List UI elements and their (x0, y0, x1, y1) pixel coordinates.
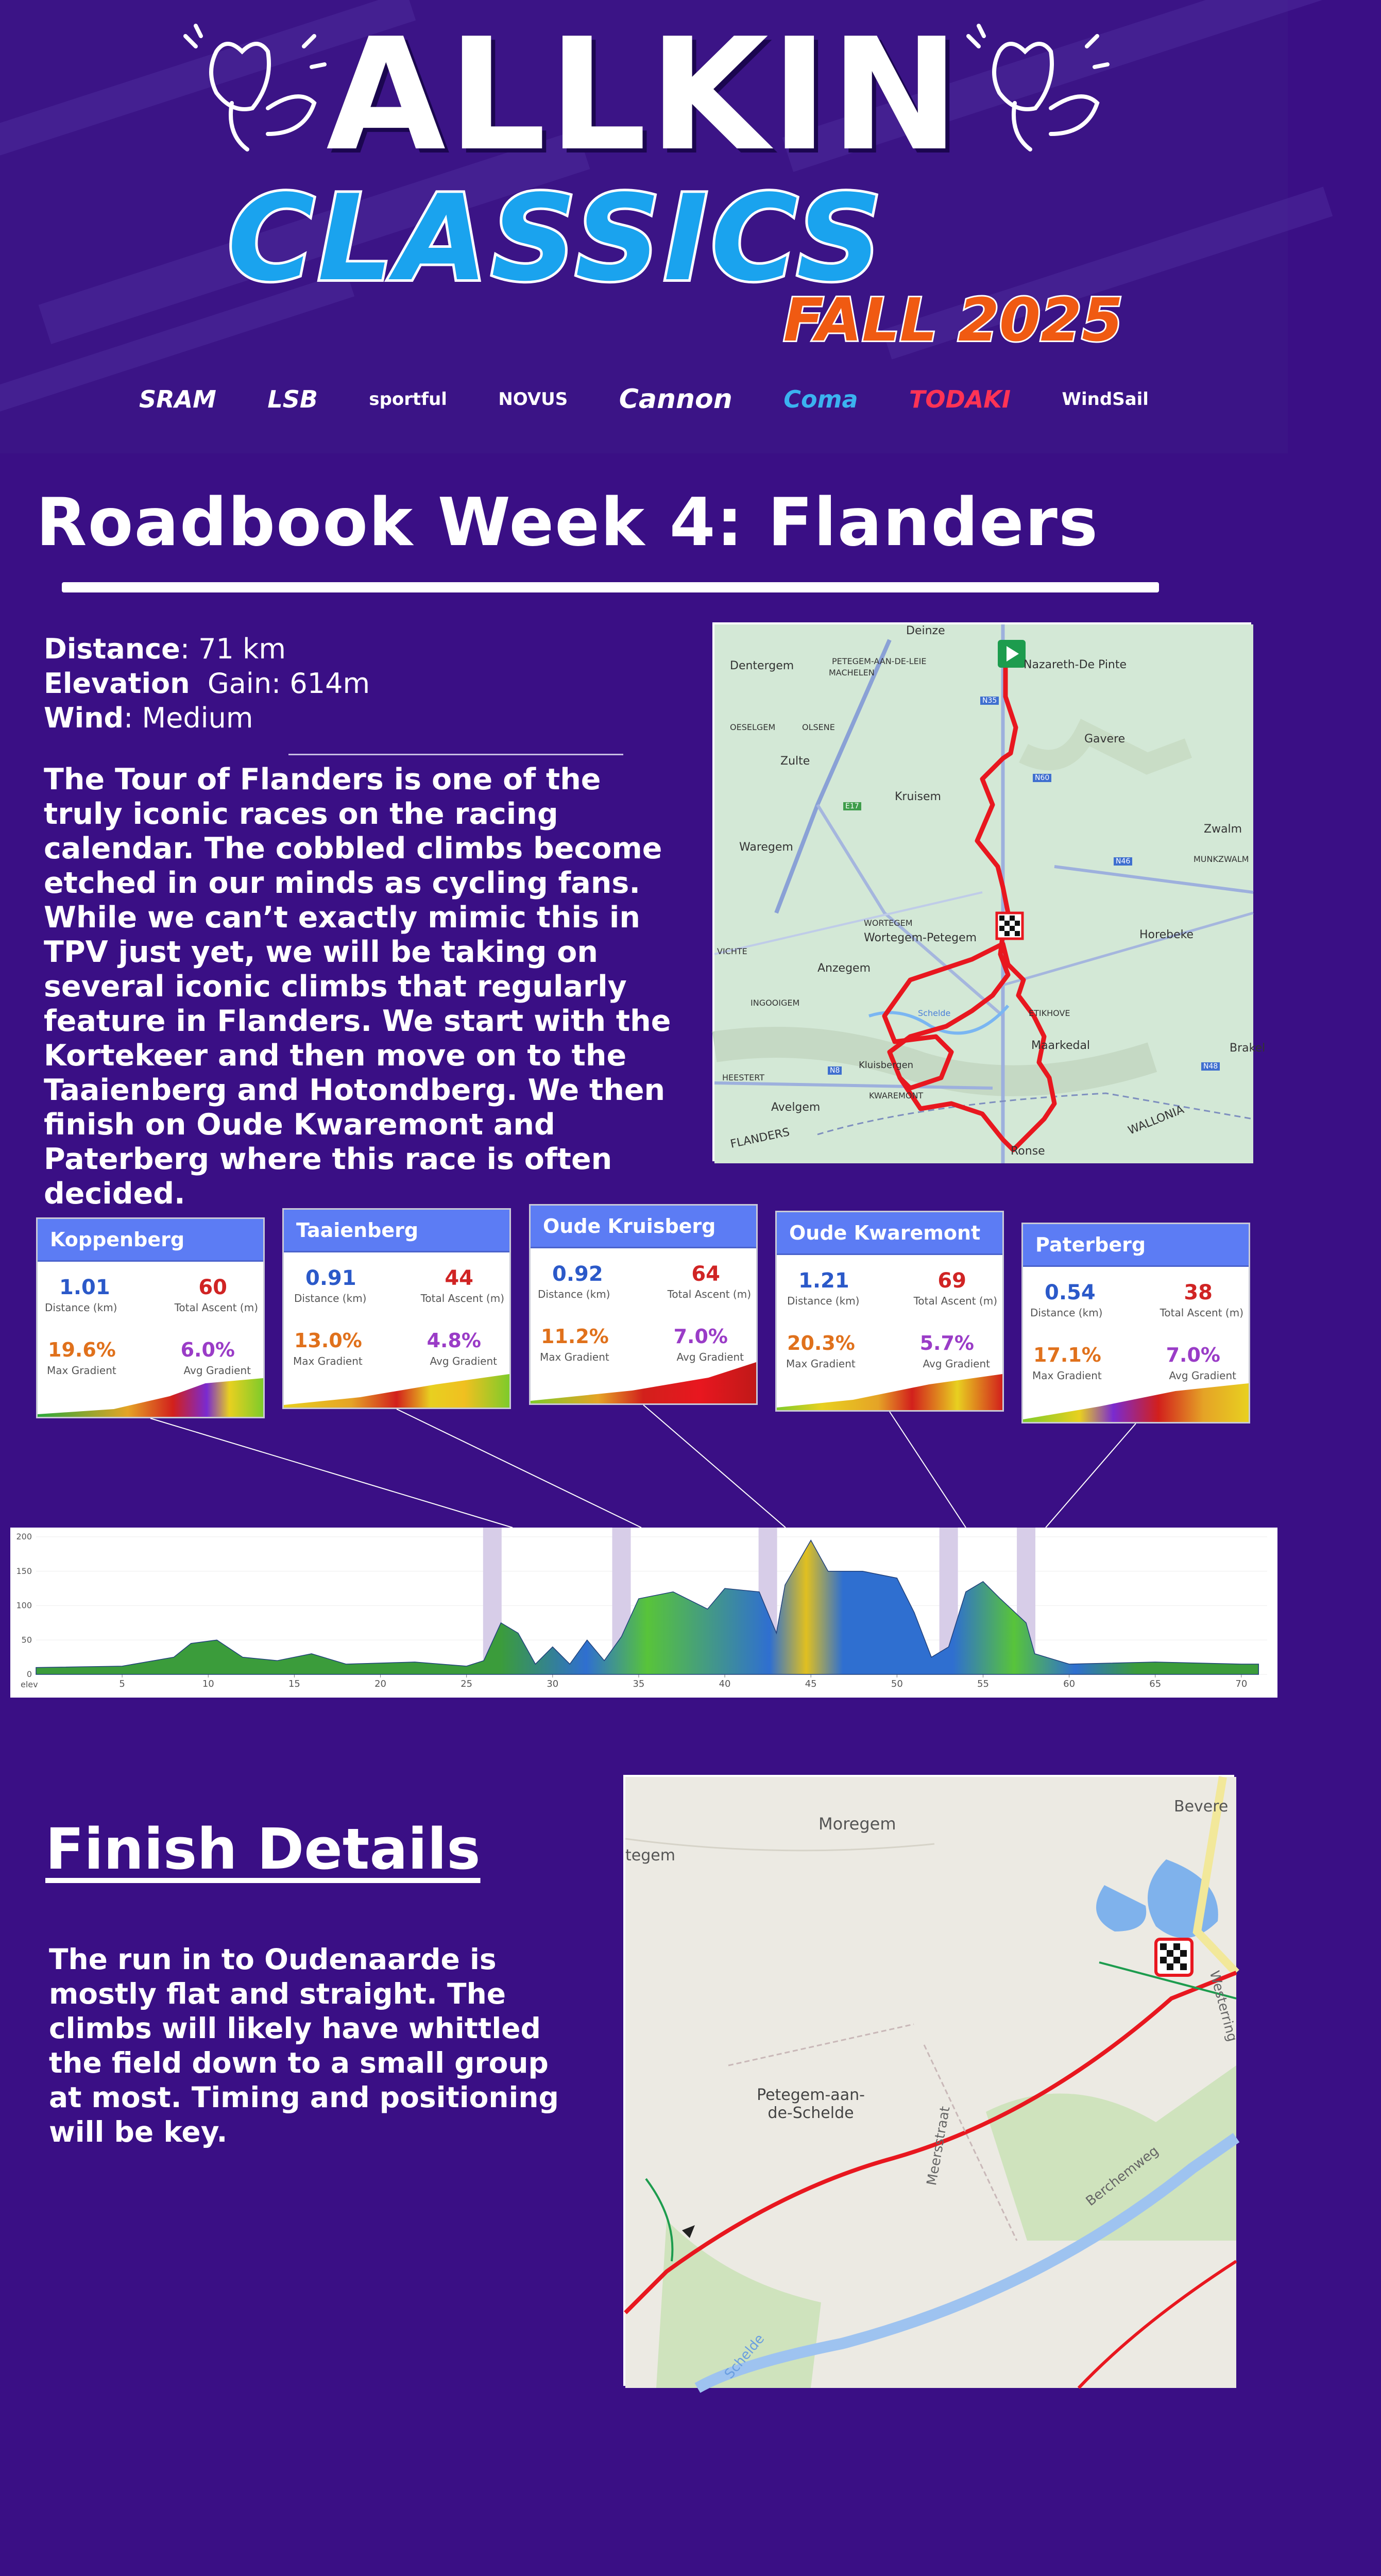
max-caption: Max Gradient (293, 1355, 363, 1367)
map-label: Deinze (906, 624, 945, 637)
max-caption: Max Gradient (786, 1358, 856, 1370)
elevation-profile (10, 1528, 1277, 1698)
x-tick-label: 55 (977, 1679, 989, 1689)
distance-caption: Distance (km) (294, 1292, 367, 1304)
map-label: KWAREMONT (869, 1091, 924, 1100)
wind-value: : Medium (124, 702, 253, 734)
map-label: OESELGEM (730, 722, 776, 732)
sponsor-logo: TODAKI (909, 385, 1011, 413)
sponsor-logo: Coma (783, 385, 858, 413)
elevation-label: Elevation (44, 667, 190, 700)
x-tick-label: 20 (374, 1679, 386, 1689)
distance-label: Distance (44, 633, 180, 665)
brand-title: ALLKIN (326, 5, 962, 185)
elevation-value: Gain: 614m (207, 667, 370, 700)
map-label: Maarkedal (1031, 1039, 1090, 1052)
page-title: Roadbook Week 4: Flanders (36, 484, 1099, 561)
x-tick-label: 45 (805, 1679, 817, 1689)
map-label: Brakel (1230, 1042, 1266, 1055)
distance-caption: Distance (km) (1030, 1307, 1103, 1319)
sponsor-logo: WindSail (1062, 389, 1149, 410)
y-tick-label: 150 (16, 1566, 32, 1576)
map-label: Ronse (1011, 1145, 1045, 1158)
road-shield: N48 (1201, 1062, 1220, 1071)
climb-max-gradient: 13.0% (294, 1329, 362, 1352)
y-tick-label: 200 (16, 1532, 32, 1541)
profile-unit-label: elev (21, 1680, 38, 1689)
wind-label: Wind (44, 702, 124, 734)
map-label: Kruisem (895, 790, 941, 803)
map-label: Kluisbergen (859, 1060, 914, 1071)
x-tick-label: 50 (891, 1679, 903, 1689)
distance-caption: Distance (km) (787, 1295, 860, 1307)
climb-ascent: 44 (445, 1266, 473, 1290)
x-tick-label: 35 (633, 1679, 645, 1689)
map-label: WALLONIA (1126, 1103, 1186, 1138)
map-label: MACHELEN (829, 668, 875, 677)
road-shield: N35 (980, 697, 999, 705)
map-label: Schelde (721, 2331, 768, 2382)
road-shield: N60 (1033, 774, 1051, 782)
sponsor-logo: Cannon (619, 384, 732, 415)
climb-distance: 0.92 (552, 1262, 603, 1286)
climb-ascent: 64 (691, 1262, 720, 1286)
finish-title: Finish Details (45, 1816, 481, 1882)
map-label: tegem (625, 1846, 675, 1865)
x-tick-label: 15 (288, 1679, 300, 1689)
map-label: ETIKHOVE (1029, 1008, 1070, 1018)
map-label: MUNKZWALM (1194, 854, 1249, 864)
climb-ascent: 60 (198, 1276, 227, 1299)
finish-map[interactable] (623, 1775, 1240, 2386)
climb-ascent: 69 (937, 1269, 966, 1293)
profile-area-shape (36, 1540, 1258, 1674)
ascent-caption: Total Ascent (m) (1160, 1307, 1243, 1319)
series-title: CLASSICS (227, 170, 885, 308)
climb-name: Oude Kwaremont (789, 1222, 981, 1244)
y-tick-label: 100 (16, 1600, 32, 1611)
map-label: OLSENE (802, 722, 835, 732)
ascent-caption: Total Ascent (m) (174, 1301, 258, 1314)
avg-caption: Avg Gradient (923, 1358, 990, 1370)
map-label: Zwalm (1204, 823, 1242, 836)
map-label: VICHTE (717, 946, 747, 956)
climb-name: Taaienberg (296, 1219, 419, 1242)
max-caption: Max Gradient (47, 1364, 116, 1377)
climb-avg-gradient: 6.0% (180, 1338, 235, 1361)
climb-avg-gradient: 4.8% (427, 1329, 481, 1352)
road-shield: E17 (843, 802, 861, 810)
map-label: Petegem-aan-de-Schelde (757, 2086, 865, 2122)
distance-value: : 71 km (180, 633, 286, 665)
sponsor-logo: sportful (369, 389, 447, 410)
avg-caption: Avg Gradient (1169, 1369, 1236, 1382)
ascent-caption: Total Ascent (m) (667, 1288, 751, 1300)
map-label: INGOOIGEM (751, 998, 800, 1008)
season-title: FALL 2025 (783, 286, 1123, 355)
map-label: PETEGEM-AAN-DE-LEIE (832, 656, 927, 666)
map-label: Anzegem (817, 962, 871, 975)
map-label: Berchemweg (1083, 2143, 1162, 2210)
climb-distance: 1.01 (59, 1276, 110, 1299)
climb-avg-gradient: 7.0% (673, 1325, 728, 1348)
map-label: Waregem (739, 841, 793, 854)
climb-name: Koppenberg (50, 1228, 185, 1251)
x-tick-label: 30 (547, 1679, 559, 1689)
sponsor-logo: LSB (267, 385, 318, 413)
x-tick-label: 70 (1235, 1679, 1248, 1689)
sponsor-logo: NOVUS (498, 389, 568, 410)
map-label: Nazareth-De Pinte (1024, 658, 1127, 671)
distance-caption: Distance (km) (538, 1288, 610, 1300)
map-label: Schelde (918, 1008, 951, 1018)
avg-caption: Avg Gradient (183, 1364, 251, 1377)
map-label: Moregem (819, 1814, 896, 1834)
avg-caption: Avg Gradient (676, 1351, 744, 1363)
distance-caption: Distance (km) (45, 1301, 117, 1314)
road-shield: N46 (1114, 857, 1132, 866)
profile-area (36, 1540, 1258, 1674)
map-label: Gavere (1084, 733, 1126, 745)
avg-caption: Avg Gradient (430, 1355, 497, 1367)
map-label: WORTEGEM (864, 918, 913, 928)
climb-name: Paterberg (1035, 1233, 1146, 1256)
intro-paragraph: The Tour of Flanders is one of the truly iconic races on the racing calendar. The cobbled climbs become etched in our minds as cycling fans. While we can’t exactly mimic this in TPV just yet, we will be taking on several iconic climbs that regularly feature in Flanders. We start with the Kortekeer and then move on to the Taaienberg and Hotondberg. We then finish on Oude Kwaremont and Paterberg where this race is often decided. (44, 762, 671, 1211)
x-tick-label: 65 (1149, 1679, 1162, 1689)
climb-avg-gradient: 5.7% (919, 1332, 974, 1354)
climb-distance: 0.91 (305, 1266, 356, 1290)
sponsor-logo: SRAM (139, 385, 216, 413)
y-tick-label: 0 (26, 1669, 32, 1679)
map-label: Dentergem (730, 659, 794, 672)
map-label: Avelgem (771, 1101, 821, 1114)
ascent-caption: Total Ascent (m) (420, 1292, 504, 1304)
climb-name: Oude Kruisberg (543, 1215, 716, 1238)
map-label: Meersstraat (924, 2105, 953, 2187)
x-tick-label: 5 (119, 1679, 125, 1689)
y-tick-label: 50 (21, 1635, 32, 1645)
finish-paragraph: The run in to Oudenaarde is mostly flat and straight. The climbs will likely have whittled the field down to a small group at most. Timing and positioning will be key. (49, 1943, 559, 2148)
climb-max-gradient: 17.1% (1033, 1344, 1101, 1366)
map-label: Bevere (1174, 1798, 1229, 1816)
finish-map-graphic (625, 1777, 1236, 2388)
road-shield: N8 (828, 1066, 842, 1075)
x-tick-label: 60 (1063, 1679, 1076, 1689)
map-label: Wortegem-Petegem (864, 931, 977, 944)
climb-distance: 1.21 (798, 1269, 849, 1293)
x-tick-label: 25 (461, 1679, 473, 1689)
climb-max-gradient: 11.2% (541, 1325, 609, 1348)
ascent-caption: Total Ascent (m) (913, 1295, 997, 1307)
climb-avg-gradient: 7.0% (1166, 1344, 1220, 1366)
climb-ascent: 38 (1184, 1281, 1213, 1304)
max-caption: Max Gradient (540, 1351, 609, 1363)
climb-max-gradient: 19.6% (48, 1338, 116, 1361)
map-label: FLANDERS (729, 1126, 791, 1151)
max-caption: Max Gradient (1032, 1369, 1102, 1382)
map-label: HEESTERT (722, 1073, 765, 1082)
map-label: Horebeke (1139, 928, 1194, 941)
climb-distance: 0.54 (1045, 1281, 1096, 1304)
map-label: Zulte (780, 755, 810, 768)
climb-max-gradient: 20.3% (787, 1332, 855, 1354)
map-label: Westerring (1206, 1969, 1240, 2044)
x-tick-label: 40 (719, 1679, 731, 1689)
x-tick-label: 10 (202, 1679, 214, 1689)
